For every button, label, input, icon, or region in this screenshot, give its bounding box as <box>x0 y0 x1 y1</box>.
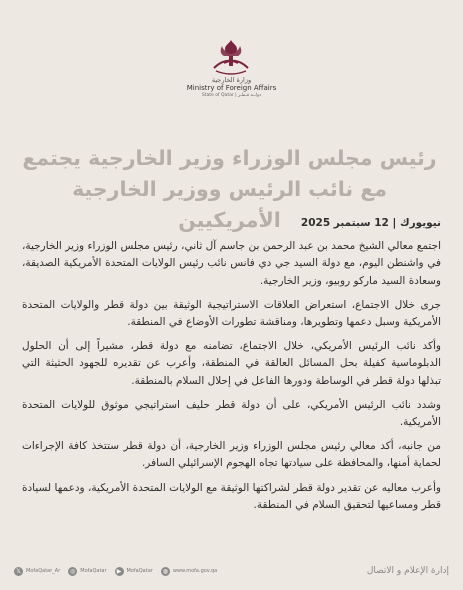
youtube-icon: ▶ <box>115 567 124 576</box>
body-paragraph: اجتمع معالي الشيخ محمد بن عبد الرحمن بن جاسم آل ثاني، رئيس مجلس الوزراء وزير الخارجية، في واشنطن اليوم، مع دولة السيد جي دي فانس نائب رئيس الولايات المتحدة الأمريكية الصديقة، وسعادة السيد ماركو روبيو، وزير الخارجية. <box>22 240 441 287</box>
body-paragraph: وشدد نائب الرئيس الأمريكي، على أن دولة قطر حليف استراتيجي موثوق للولايات المتحدة الأمريكية. <box>22 398 441 429</box>
x-icon: 𝕏 <box>14 567 23 576</box>
body-paragraph: وأكد نائب الرئيس الأمريكي، خلال الاجتماع، تضامنه مع دولة قطر، مشيراً إلى أن الحلول الدبلوماسية كفيلة بحل المسائل العالقة في المنطقة، وأعرب عن تقديره للجهود الحثيثة التي تبذلها دولة قطر في الوساطة ودورها الفاعل في إحلال السلام بالمنطقة. <box>22 340 441 387</box>
social-link-instagram[interactable] <box>68 567 106 576</box>
ministry-header <box>0 34 463 104</box>
social-handle: MofaQatar <box>80 568 107 574</box>
ministry-name-arabic: وزارة الخارجية <box>211 76 252 84</box>
qatar-emblem-icon <box>208 38 254 78</box>
social-link-website[interactable] <box>161 567 217 576</box>
social-links <box>14 567 217 576</box>
body-paragraph: جرى خلال الاجتماع، استعراض العلاقات الاستراتيجية الوثيقة بين دولة قطر والولايات المتحدة الأمريكية وسبل دعمها وتطويرها، ومناقشة تطورات الأوضاع في المنطقة. <box>22 298 441 329</box>
ministry-name-english: Ministry of Foreign Affairs <box>186 84 277 92</box>
social-handle: MofaQatar <box>126 568 153 574</box>
social-handle: MofaQatar_Ar <box>26 568 61 574</box>
footer <box>14 563 449 579</box>
press-release-title: رئيس مجلس الوزراء وزير الخارجية يجتمع مع نائب الرئيس ووزير الخارجية الأمريكيين <box>22 146 437 232</box>
body-paragraph: وأعرب معاليه عن تقدير دولة قطر لشراكتها الوثيقة مع الولايات المتحدة الأمريكية، ودعمها لسيادة قطر ومساعيها لتحقيق السلام في المنطقة. <box>22 481 441 511</box>
press-release-body <box>22 215 441 521</box>
dateline: نيويورك | 12 سبتمبر 2025 <box>300 217 441 229</box>
social-link-youtube[interactable] <box>115 567 153 576</box>
body-paragraph: من جانبه، أكد معالي رئيس مجلس الوزراء وزير الخارجية، أن دولة قطر ستتخذ كافة الإجراءات لحماية أمنها، والمحافظة على سيادتها تجاه الهجوم الإسرائيلي السافر. <box>22 440 441 470</box>
social-handle: www.mofa.gov.qa <box>172 568 218 574</box>
media-department-label: إدارة الإعلام و الاتصال <box>366 566 449 576</box>
state-of-qatar-label: State of Qatar | دولــة قـطـر <box>201 93 262 98</box>
social-link-x[interactable] <box>14 567 60 576</box>
instagram-icon: ◎ <box>70 567 76 575</box>
globe-icon: ◍ <box>162 567 168 575</box>
